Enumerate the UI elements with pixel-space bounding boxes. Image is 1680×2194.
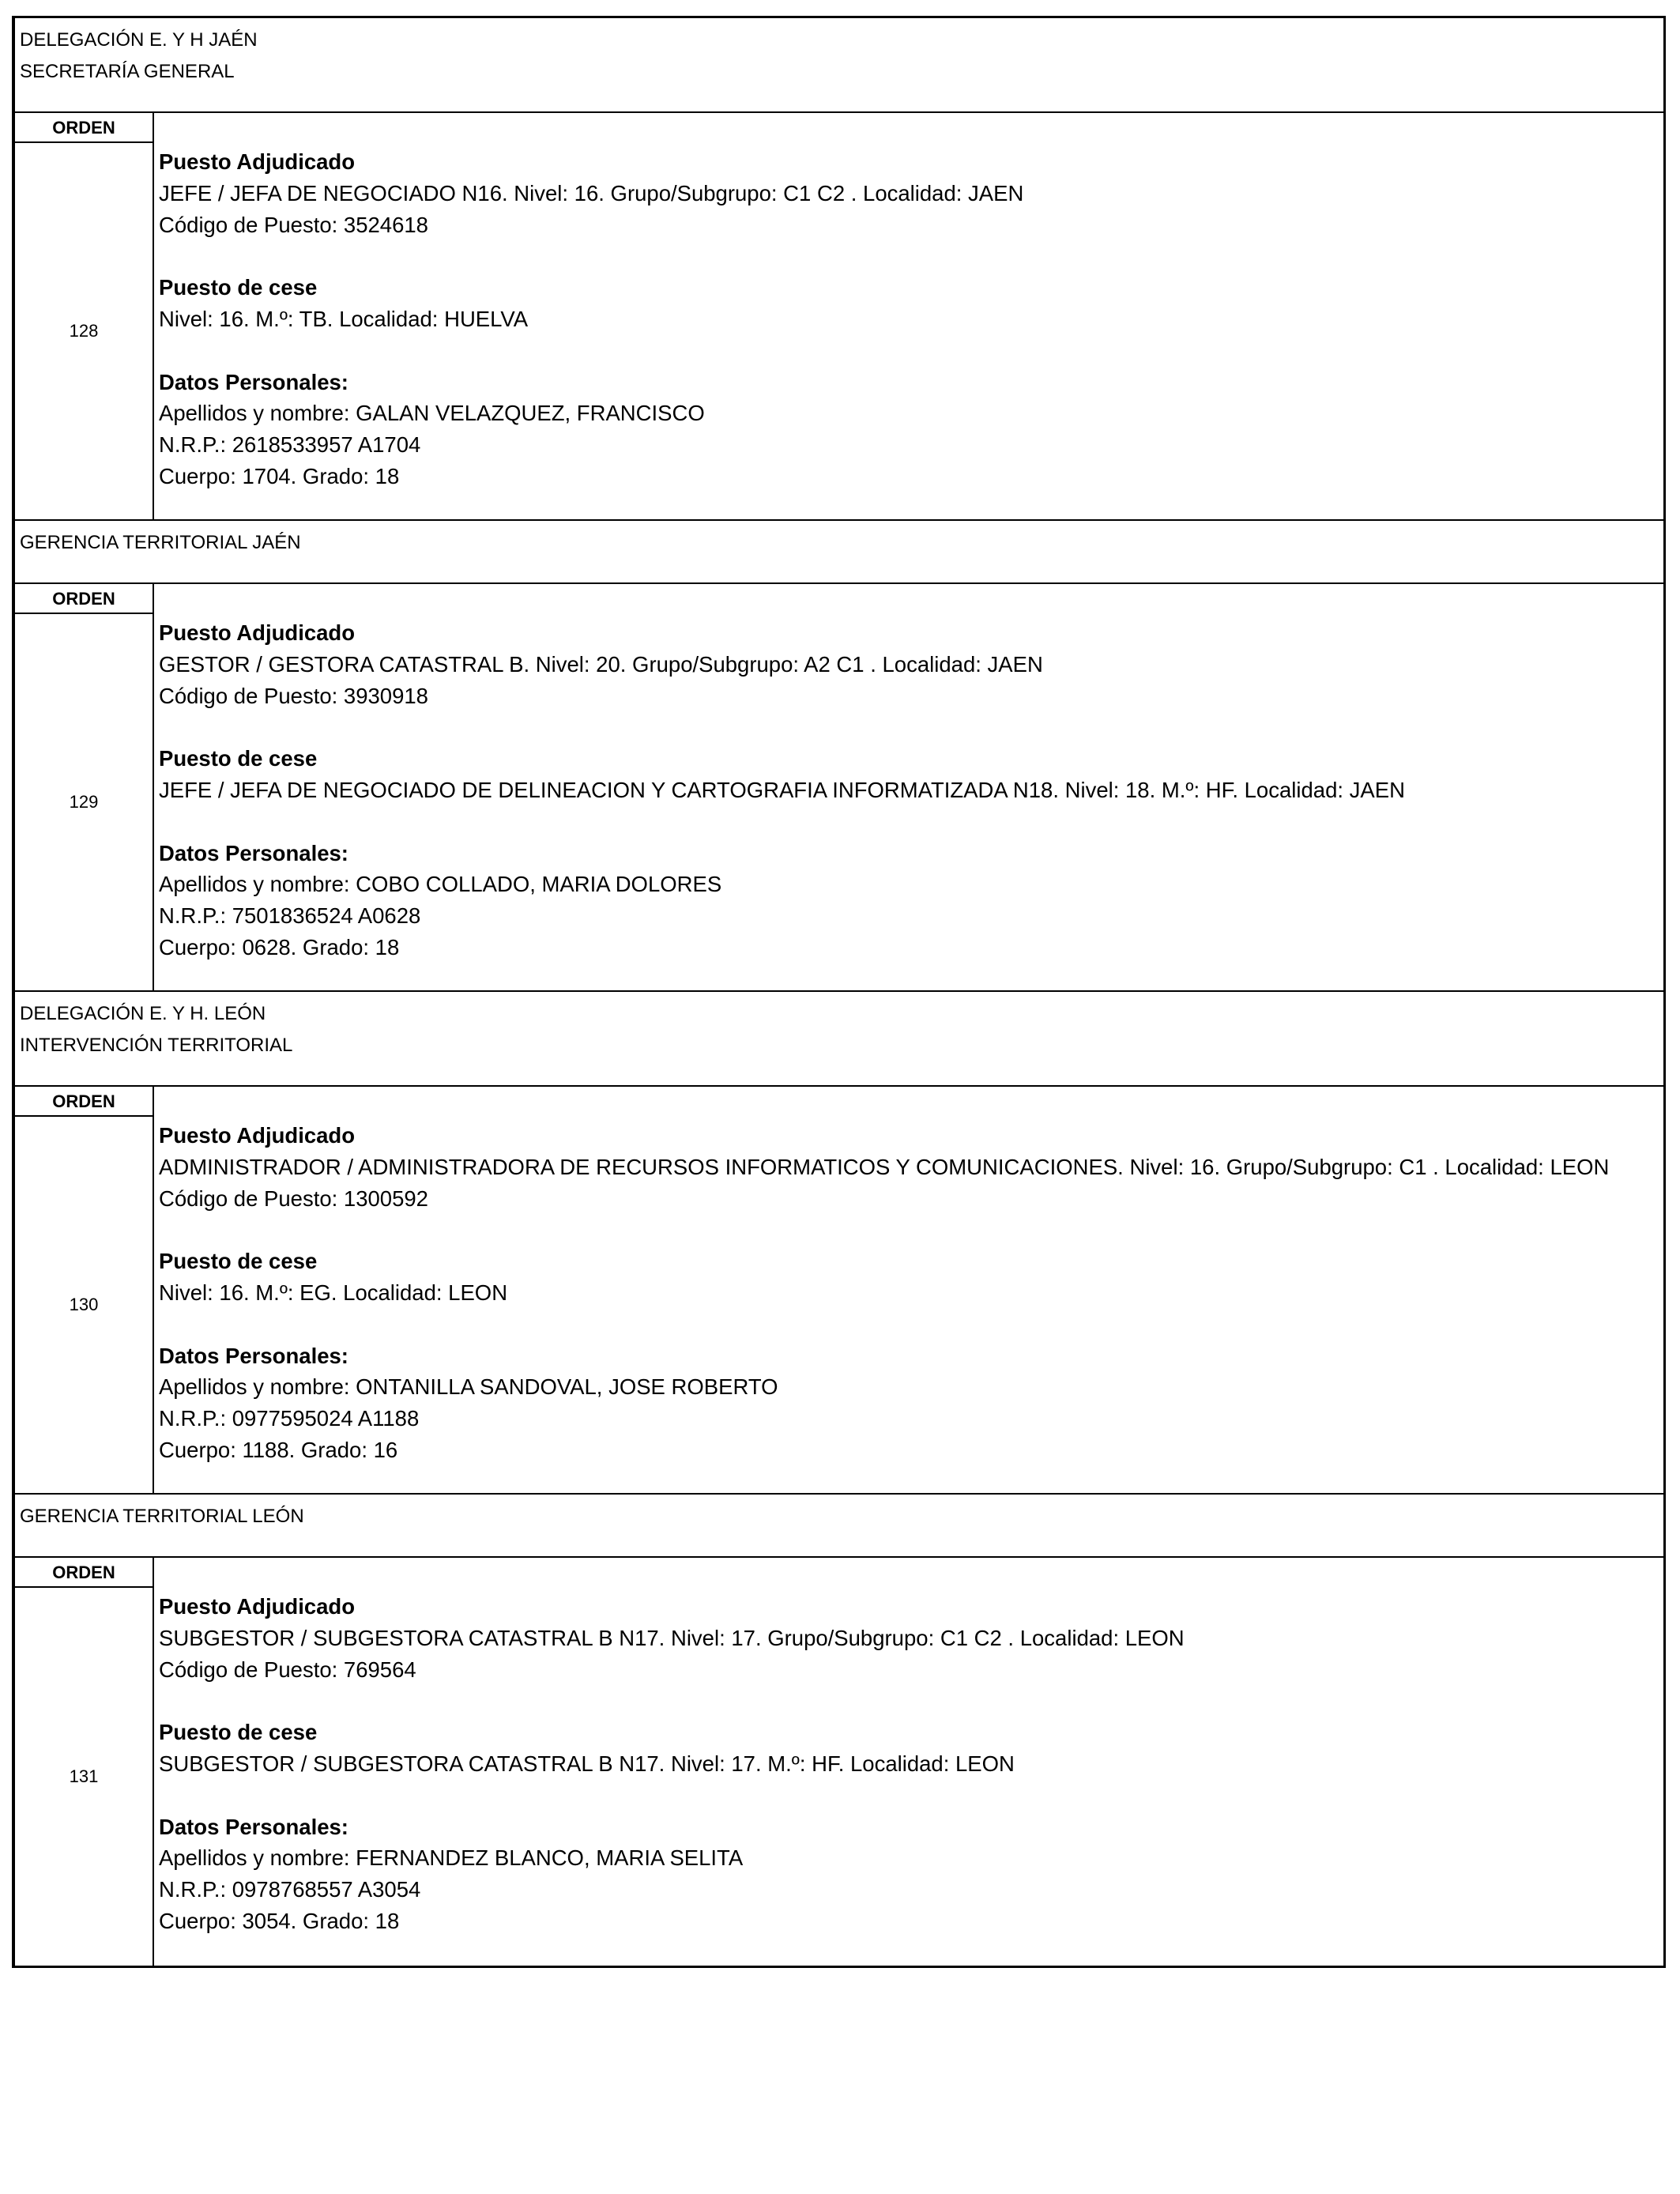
nrp: N.R.P.: 0977595024 A1188 xyxy=(159,1406,420,1431)
personales-heading: Datos Personales: xyxy=(159,840,348,865)
cuerpo-grado: Cuerpo: 3054. Grado: 18 xyxy=(159,1908,400,1933)
adjudicado-heading: Puesto Adjudicado xyxy=(159,1594,356,1619)
orden-number: 130 xyxy=(69,1295,99,1314)
orden-column xyxy=(15,113,154,519)
adjudicado-text: GESTOR / GESTORA CATASTRAL B. Nivel: 20. Grupo/Subgrupo: A2 C1 . Localidad: JAEN xyxy=(159,651,1043,677)
apellidos-nombre: Apellidos y nombre: GALAN VELAZQUEZ, FRANCISCO xyxy=(159,401,705,426)
cuerpo-grado: Cuerpo: 1188. Grado: 16 xyxy=(159,1437,398,1462)
orden-column xyxy=(15,1558,154,1966)
unit-name: GERENCIA TERRITORIAL JAÉN xyxy=(20,532,301,553)
nrp: N.R.P.: 0978768557 A3054 xyxy=(159,1877,421,1902)
entry-row xyxy=(15,1087,1663,1495)
unit-header xyxy=(15,521,1663,584)
orden-column xyxy=(15,1087,154,1493)
entry-details xyxy=(154,113,1663,519)
orden-column xyxy=(15,584,154,990)
adjudicado-text: ADMINISTRADOR / ADMINISTRADORA DE RECURSOS INFORMATICOS Y COMUNICACIONES. Nivel: 16. Grupo/Subgrupo: C1 . Localidad: LEON xyxy=(159,1154,1610,1179)
unit-name: DELEGACIÓN E. Y H. LEÓN xyxy=(20,1003,266,1024)
unit-header xyxy=(15,18,1663,113)
cuerpo-grado: Cuerpo: 0628. Grado: 18 xyxy=(159,934,400,959)
codigo-puesto: Código de Puesto: 3524618 xyxy=(159,212,428,237)
codigo-puesto: Código de Puesto: 1300592 xyxy=(159,1186,428,1211)
entry-details xyxy=(154,1087,1663,1493)
orden-label: ORDEN xyxy=(15,1087,153,1117)
unit-name: DELEGACIÓN E. Y H JAÉN xyxy=(20,29,258,51)
apellidos-nombre: Apellidos y nombre: FERNANDEZ BLANCO, MARIA SELITA xyxy=(159,1845,744,1871)
codigo-puesto: Código de Puesto: 3930918 xyxy=(159,683,428,708)
entry-row xyxy=(15,113,1663,521)
cese-heading: Puesto de cese xyxy=(159,1249,318,1274)
orden-number: 131 xyxy=(69,1766,99,1786)
adjudicado-heading: Puesto Adjudicado xyxy=(159,1123,356,1148)
sub-unit-name: INTERVENCIÓN TERRITORIAL xyxy=(20,1035,293,1056)
adjudicado-text: SUBGESTOR / SUBGESTORA CATASTRAL B N17. Nivel: 17. Grupo/Subgrupo: C1 C2 . Localidad: LEON xyxy=(159,1625,1185,1650)
unit-name: GERENCIA TERRITORIAL LEÓN xyxy=(20,1506,304,1527)
cese-text: Nivel: 16. M.º: TB. Localidad: HUELVA xyxy=(159,306,529,331)
apellidos-nombre: Apellidos y nombre: ONTANILLA SANDOVAL, JOSE ROBERTO xyxy=(159,1374,778,1400)
cese-heading: Puesto de cese xyxy=(159,1720,318,1745)
personales-heading: Datos Personales: xyxy=(159,1343,348,1368)
cuerpo-grado: Cuerpo: 1704. Grado: 18 xyxy=(159,463,400,488)
entry-details xyxy=(154,1558,1663,1966)
cese-heading: Puesto de cese xyxy=(159,275,318,300)
cese-text: Nivel: 16. M.º: EG. Localidad: LEON xyxy=(159,1280,508,1305)
nrp: N.R.P.: 2618533957 A1704 xyxy=(159,432,421,458)
adjudicado-heading: Puesto Adjudicado xyxy=(159,149,356,174)
apellidos-nombre: Apellidos y nombre: COBO COLLADO, MARIA DOLORES xyxy=(159,872,722,897)
orden-label: ORDEN xyxy=(15,113,153,143)
adjudicado-heading: Puesto Adjudicado xyxy=(159,620,356,645)
entry-row xyxy=(15,584,1663,992)
entry-row xyxy=(15,1558,1663,1966)
nrp: N.R.P.: 7501836524 A0628 xyxy=(159,903,421,929)
cese-heading: Puesto de cese xyxy=(159,746,318,771)
cese-text: SUBGESTOR / SUBGESTORA CATASTRAL B N17. Nivel: 17. M.º: HF. Localidad: LEON xyxy=(159,1751,1015,1776)
document-table xyxy=(12,16,1666,1968)
entry-details xyxy=(154,584,1663,990)
unit-header xyxy=(15,992,1663,1087)
sub-unit-name: SECRETARÍA GENERAL xyxy=(20,61,235,82)
orden-number: 128 xyxy=(69,321,99,341)
personales-heading: Datos Personales: xyxy=(159,369,348,394)
codigo-puesto: Código de Puesto: 769564 xyxy=(159,1657,416,1682)
cese-text: JEFE / JEFA DE NEGOCIADO DE DELINEACION Y CARTOGRAFIA INFORMATIZADA N18. Nivel: 18. M.º: HF. Localidad: JAEN xyxy=(159,777,1405,802)
adjudicado-text: JEFE / JEFA DE NEGOCIADO N16. Nivel: 16. Grupo/Subgrupo: C1 C2 . Localidad: JAEN xyxy=(159,180,1024,205)
orden-number: 129 xyxy=(69,792,99,812)
orden-label: ORDEN xyxy=(15,1558,153,1588)
personales-heading: Datos Personales: xyxy=(159,1814,348,1839)
orden-label: ORDEN xyxy=(15,584,153,614)
unit-header xyxy=(15,1495,1663,1558)
